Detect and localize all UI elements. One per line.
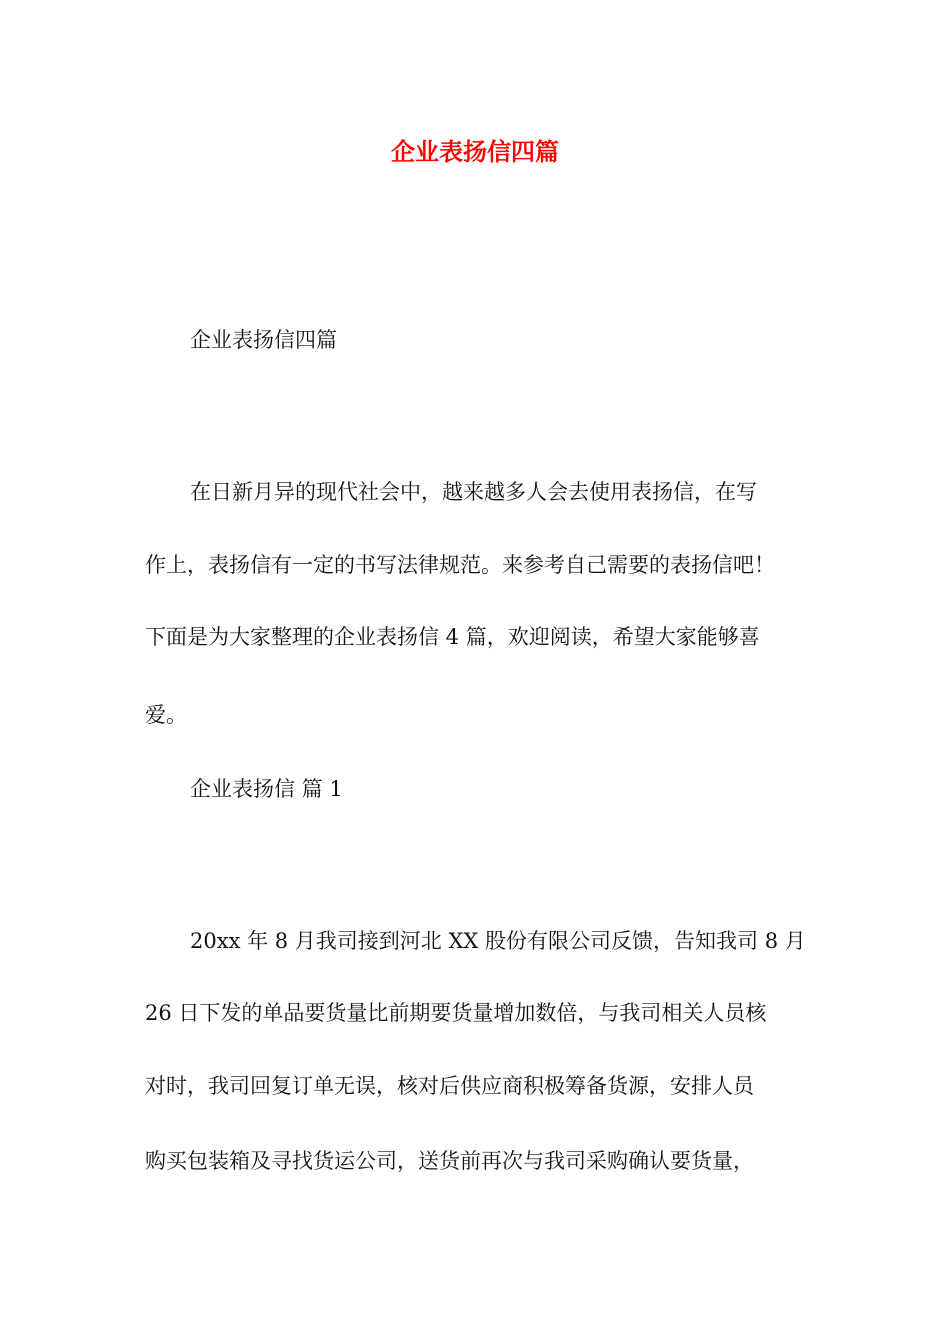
intro-line-4: 爱。: [145, 703, 187, 727]
section-line-3: 对时，我司回复订单无误，核对后供应商积极筹备货源，安排人员: [145, 1074, 754, 1098]
section-line-4: 购买包装箱及寻找货运公司，送货前再次与我司采购确认要货量，: [145, 1149, 754, 1173]
section-line-2: 26 日下发的单品要货量比前期要货量增加数倍，与我司相关人员核: [145, 1001, 767, 1025]
section-heading: 企业表扬信 篇 1: [190, 777, 343, 801]
intro-line-3: 下面是为大家整理的企业表扬信 4 篇，欢迎阅读，希望大家能够喜: [145, 625, 760, 649]
intro-line-2: 作上，表扬信有一定的书写法律规范。来参考自己需要的表扬信吧！: [145, 553, 775, 577]
document-subtitle: 企业表扬信四篇: [190, 328, 337, 352]
document-title: 企业表扬信四篇: [391, 137, 559, 166]
section-line-1: 20xx 年 8 月我司接到河北 XX 股份有限公司反馈，告知我司 8 月: [190, 929, 806, 953]
intro-line-1: 在日新月异的现代社会中，越来越多人会去使用表扬信，在写: [190, 480, 757, 504]
